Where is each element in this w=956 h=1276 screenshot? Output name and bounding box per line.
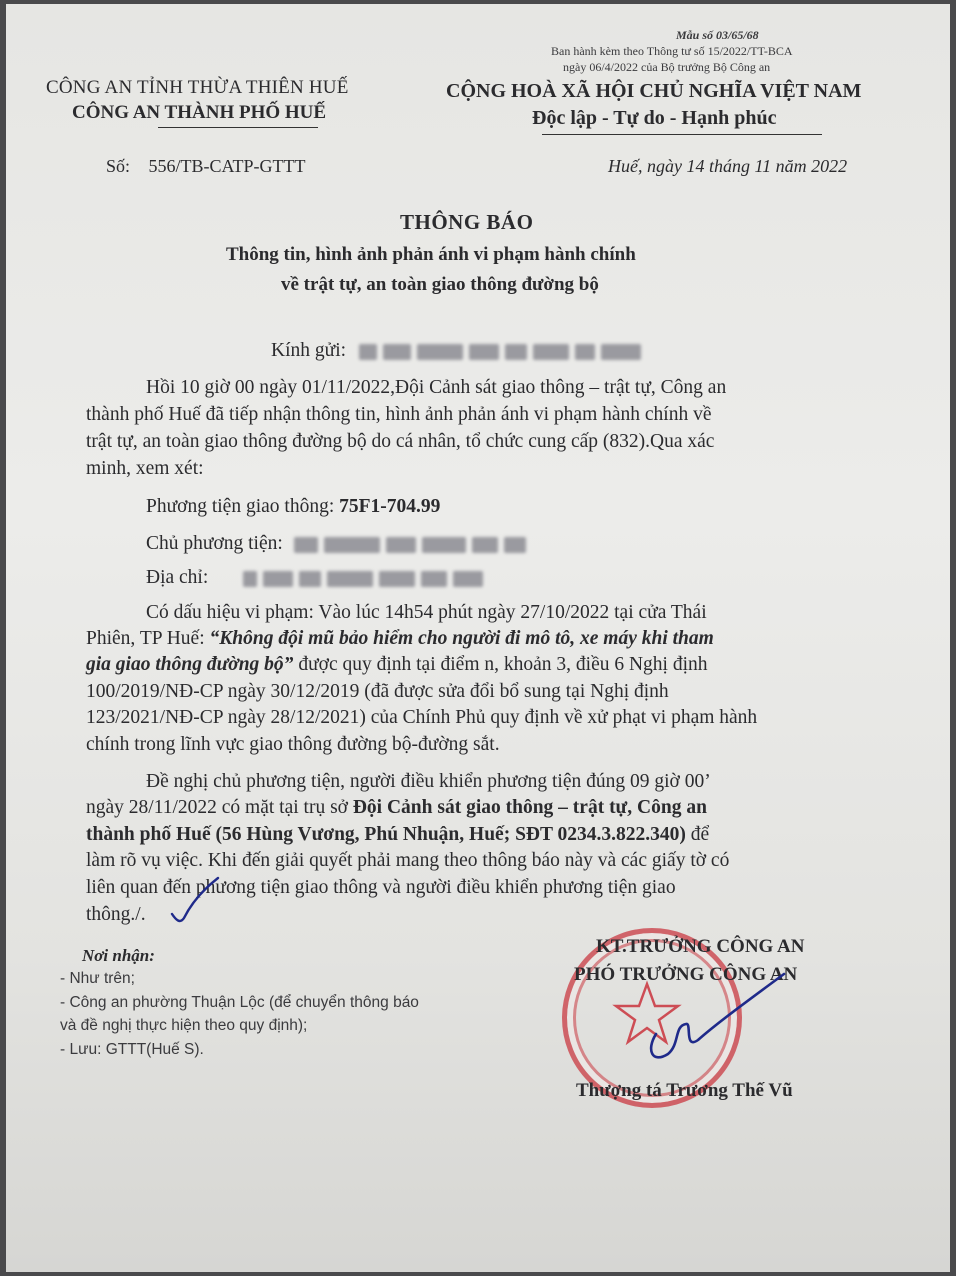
para2-line-1: Có dấu hiệu vi phạm: Vào lúc 14h54 phút ngày 27/10/2022 tại cửa Thái (146, 602, 707, 623)
doc-title: THÔNG BÁO (400, 210, 534, 234)
vehicle-label: Phương tiện giao thông: (146, 496, 335, 517)
para3-line-5: liên quan đến phương tiện giao thông và người điều khiển phương tiện giao (86, 877, 676, 898)
org-parent: CÔNG AN TỈNH THỪA THIÊN HUẾ (46, 77, 349, 98)
form-note-1: Ban hành kèm theo Thông tư số 15/2022/TT-BCA (551, 44, 793, 58)
para3-line-3-plain: để (685, 824, 710, 845)
nation-title: CỘNG HOÀ XÃ HỘI CHỦ NGHĨA VIỆT NAM (446, 80, 862, 102)
motto-underline (542, 134, 822, 135)
para1-line-1: Hồi 10 giờ 00 ngày 01/11/2022,Đội Cảnh sát giao thông – trật tự, Công an (146, 377, 727, 398)
org-unit: CÔNG AN THÀNH PHỐ HUẾ (72, 102, 327, 123)
para2-line-5: 123/2021/NĐ-CP ngày 28/12/2021) của Chính Phủ quy định về xử phạt vi phạm hành (86, 707, 758, 728)
para2-line-2-plain: Phiên, TP Huế: (86, 628, 210, 649)
vehicle-field (146, 496, 440, 518)
signature-title-1: KT.TRƯỞNG CÔNG AN (596, 936, 805, 957)
doc-subtitle-1: Thông tin, hình ảnh phản ánh vi phạm hành chính (226, 244, 636, 265)
para2-line-6: chính trong lĩnh vực giao thông đường bộ-đường sắt. (86, 734, 500, 755)
para3-line-6: thông./. (86, 904, 146, 925)
vehicle-plate: 75F1-704.99 (339, 496, 441, 517)
doc-number-value: 556/TB-CATP-GTTT (148, 156, 306, 176)
recipient-item: - Như trên; (60, 970, 135, 987)
para2-line-2 (86, 628, 714, 650)
doc-number (106, 156, 306, 177)
address-field (146, 567, 489, 589)
greeting (271, 340, 647, 362)
redacted-owner (294, 533, 532, 554)
recipient-item: - Công an phường Thuận Lộc (để chuyển thông báo (60, 994, 419, 1011)
address-label: Địa chỉ: (146, 567, 209, 588)
para1-line-2: thành phố Huế đã tiếp nhận thông tin, hình ảnh phản ánh vi phạm hành chính về (86, 404, 712, 425)
form-code: Mẫu số 03/65/68 (676, 28, 759, 42)
doc-subtitle-2: về trật tự, an toàn giao thông đường bộ (281, 274, 599, 295)
para2-line-4: 100/2019/NĐ-CP ngày 30/12/2019 (đã được sửa đổi bổ sung tại Nghị định (86, 681, 669, 702)
owner-field (146, 533, 532, 555)
redacted-address (243, 567, 489, 588)
doc-number-label: Số: (106, 156, 131, 176)
recipients-title: Nơi nhận: (82, 946, 155, 965)
para2-line-2-bold: “Không đội mũ bảo hiểm cho người đi mô tô, xe máy khi tham (209, 628, 714, 649)
para2-line-3 (86, 654, 708, 676)
redacted-recipient (359, 340, 647, 361)
para3-line-2-bold: Đội Cảnh sát giao thông – trật tự, Công an (352, 797, 707, 818)
recipient-item: và đề nghị thực hiện theo quy định); (60, 1017, 308, 1034)
para1-line-4: minh, xem xét: (86, 458, 204, 479)
motto: Độc lập - Tự do - Hạnh phúc (532, 107, 777, 129)
signer-name: Thượng tá Trương Thế Vũ (576, 1080, 793, 1101)
para3-line-2-plain: ngày 28/11/2022 có mặt tại trụ sở (86, 797, 353, 818)
para3-line-3 (86, 824, 709, 846)
owner-label: Chủ phương tiện: (146, 533, 283, 554)
para3-line-1: Đề nghị chủ phương tiện, người điều khiển phương tiện đúng 09 giờ 00’ (146, 771, 711, 792)
para3-line-2 (86, 797, 707, 819)
form-note-2: ngày 06/4/2022 của Bộ trưởng Bộ Công an (563, 60, 771, 74)
para2-line-3-bold: gia giao thông đường bộ” (86, 654, 294, 675)
para3-line-3-bold: thành phố Huế (56 Hùng Vương, Phú Nhuận, Huế; SĐT 0234.3.822.340) (86, 824, 686, 845)
para2-line-3-plain: được quy định tại điểm n, khoản 3, điều 6 Nghị định (293, 654, 708, 675)
document-page (6, 4, 950, 1272)
para1-line-3: trật tự, an toàn giao thông đường bộ do cá nhân, tổ chức cung cấp (832).Qua xác (86, 431, 715, 452)
org-underline (158, 127, 318, 128)
place-date: Huế, ngày 14 tháng 11 năm 2022 (608, 156, 848, 176)
ink-checkmark-icon (166, 874, 226, 926)
handwritten-signature-icon (616, 964, 796, 1074)
signature-title-2: PHÓ TRƯỞNG CÔNG AN (574, 964, 798, 985)
para3-line-4: làm rõ vụ việc. Khi đến giải quyết phải mang theo thông báo này và các giấy tờ có (86, 850, 730, 871)
greeting-label: Kính gửi: (271, 340, 347, 361)
recipient-item: - Lưu: GTTT(Huế S). (60, 1041, 204, 1058)
